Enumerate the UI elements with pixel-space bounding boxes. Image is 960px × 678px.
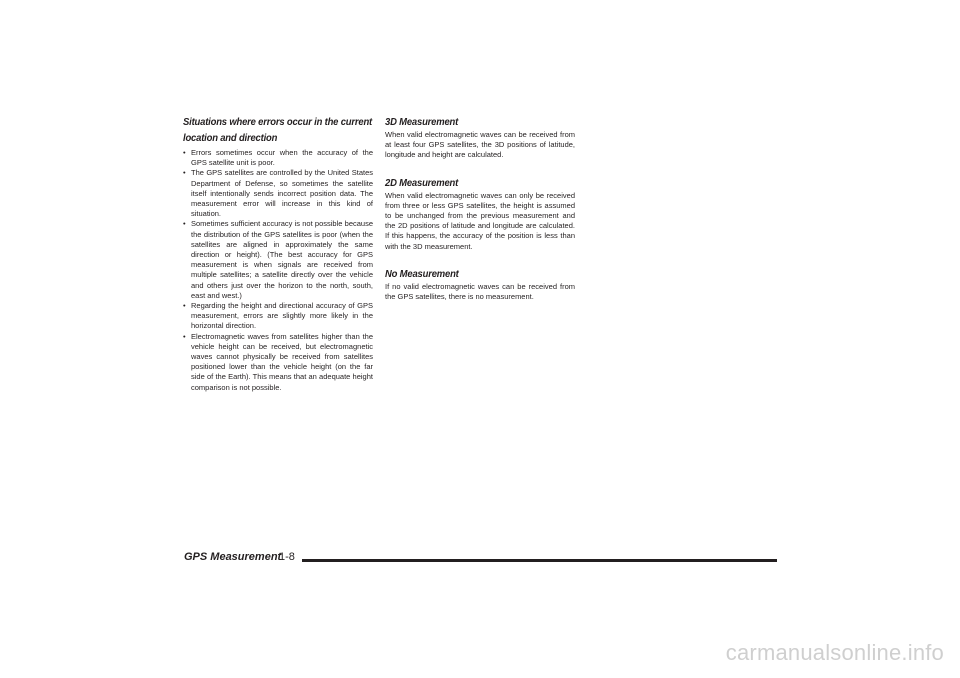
list-item-text: Electromagnetic waves from satellites higher than the vehicle height can be received, but electromagnetic waves cannot physically be received from satellites positioned lower than the vehicle height (on the far side of the Earth). This means that an adequate height comparison is not possible. [191, 331, 373, 392]
list-item-text: Errors sometimes occur when the accuracy of the GPS satellite unit is poor. [191, 148, 373, 168]
footer-rule [302, 559, 777, 562]
bullet-icon: • [183, 331, 186, 341]
bullet-icon: • [183, 168, 186, 178]
right-column [385, 114, 575, 316]
section-heading-2d: 2D Measurement [385, 176, 459, 189]
section-text-none: If no valid electromagnetic waves can be received from the GPS satellites, there is no measurement. [385, 281, 575, 302]
page-number: 1-8 [279, 551, 295, 563]
page-footer [184, 550, 777, 566]
section-3d-measurement [385, 114, 575, 161]
list-item [183, 219, 373, 301]
list-item [183, 301, 373, 332]
bullet-icon: • [183, 148, 186, 157]
list-item [183, 168, 373, 219]
section-heading-3d: 3D Measurement [385, 116, 459, 128]
section-heading-errors: Situations where errors occur in the current location and direction [183, 116, 373, 144]
section-text-2d: When valid electromagnetic waves can only be received from three or less GPS satellites, the height is assumed to be unchanged from the previous measurement and the 2D positions of latitude and longitude are calculated. If this happens, the accuracy of the position is less than with the 3D measurement. [385, 190, 575, 251]
list-item-text: Regarding the height and directional accuracy of GPS measurement, errors are slightly more likely in the horizontal direction. [191, 301, 373, 331]
bullet-icon: • [183, 219, 186, 229]
section-no-measurement [385, 266, 575, 302]
list-item-text: Sometimes sufficient accuracy is not possible because the distribution of the GPS satellites is poor (when the satellites are aligned in approximately the same direction or height). (The best accuracy for GPS measurement is when signals are received from multiple satellites; a satellite directly over the vehicle and others just over the horizon to the north, south, east and west.) [191, 219, 373, 300]
error-bullet-list [183, 148, 373, 393]
left-column [183, 114, 373, 393]
section-heading-none: No Measurement [385, 267, 459, 280]
watermark-text: carmanualsonline.info [725, 640, 944, 665]
section-2d-measurement [385, 175, 575, 252]
list-item [183, 148, 373, 168]
list-item [183, 332, 373, 393]
footer-title: GPS Measurement [184, 551, 282, 563]
bullet-icon: • [183, 301, 186, 311]
section-text-3d: When valid electromagnetic waves can be received from at least four GPS satellites, the 3D positions of latitude, longitude and height are calculated. [385, 130, 575, 160]
list-item-text: The GPS satellites are controlled by the United States Department of Defense, so sometimes the satellite itself intentionally sends incorrect position data. The measurement error will increase in this kind of situation. [191, 168, 373, 219]
